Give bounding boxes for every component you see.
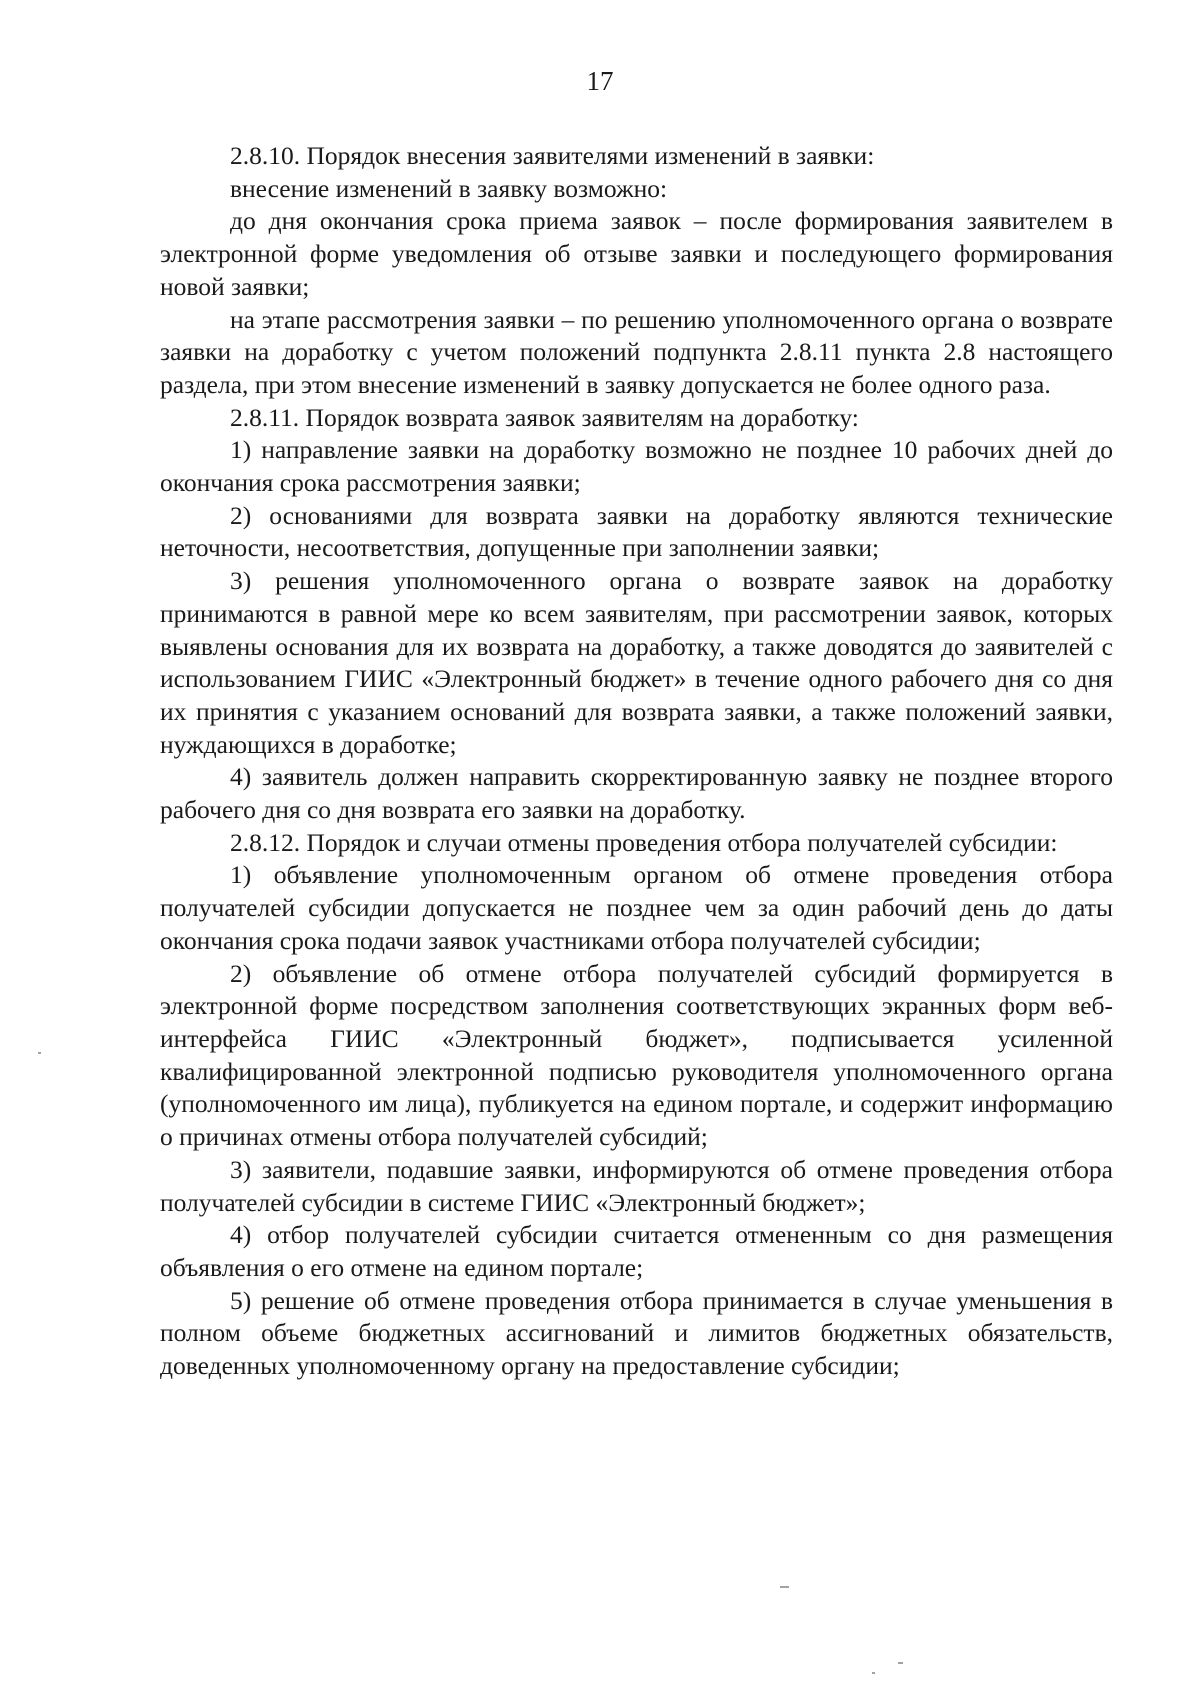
list-item: 5) решение об отмене проведения отбора принимается в случае уменьшения в полном объеме бюджетных ассигнований и лимитов бюджетных обязательств, доведенных уполномоченному органу на предоставление субсидии; [160, 1285, 1113, 1381]
list-item: 2) основаниями для возврата заявки на доработку являются технические неточности, несоответствия, допущенные при заполнении заявки; [160, 500, 1113, 563]
page-number: 17 [586, 66, 614, 96]
scan-speck [780, 1586, 789, 1588]
list-item: 4) заявитель должен направить скорректированную заявку не позднее второго рабочего дня со дня возврата его заявки на доработку. [160, 762, 1113, 825]
clause-heading-2-8-12: 2.8.12. Порядок и случаи отмены проведения отбора получателей субсидии: [230, 827, 1058, 857]
list-item: 1) объявление уполномоченным органом об отмене проведения отбора получателей субсидии допускается не позднее чем за один рабочий день до даты окончания срока подачи заявок участниками отбора получателей субсидии; [160, 860, 1113, 955]
clause-heading-2-8-11: 2.8.11. Порядок возврата заявок заявителям на доработку: [230, 402, 859, 432]
clause-heading-2-8-10: 2.8.10. Порядок внесения заявителями изменений в заявки: [230, 141, 875, 170]
document-body [160, 140, 1113, 1383]
scan-speck [898, 1662, 903, 1664]
list-item: 4) отбор получателей субсидии считается отмененным со дня размещения объявления о его отмене на едином портале; [160, 1220, 1113, 1282]
list-item: 3) решения уполномоченного органа о возврате заявок на доработку принимаются в равной мере ко всем заявителям, при рассмотрении заявок, которых выявлены основания для их возврата на доработку, а также доводятся до заявителей с использованием ГИИС «Электронный бюджет» в течение одного рабочего дня со дня их принятия с указанием оснований для возврата заявки, а также положений заявки, нуждающихся в доработке; [160, 566, 1113, 759]
paragraph: до дня окончания срока приема заявок – после формирования заявителем в электронной форме уведомления об отзыве заявки и последующего формирования новой заявки; [160, 206, 1113, 301]
list-item: 1) направление заявки на доработку возможно не позднее 10 рабочих дней до окончания срока рассмотрения заявки; [160, 435, 1113, 498]
paragraph: внесение изменений в заявку возможно: [230, 173, 668, 203]
scan-speck [872, 1672, 875, 1674]
list-item: 3) заявители, подавшие заявки, информируются об отмене проведения отбора получателей субсидии в системе ГИИС «Электронный бюджет»; [160, 1154, 1113, 1217]
scan-speck [38, 1052, 41, 1054]
list-item: 2) объявление об отмене отбора получателей субсидий формируется в электронной форме посредством заполнения соответствующих экранных форм веб-интерфейса ГИИС «Электронный бюджет», подписывается усиленной квалифицированной электронной подписью руководителя уполномоченного органа (уполномоченного им лица), публикуется на едином портале, и содержит информацию о причинах отмены отбора получателей субсидий; [160, 958, 1113, 1152]
paragraph: на этапе рассмотрения заявки – по решению уполномоченного органа о возврате заявки на доработку с учетом положений подпункта 2.8.11 пункта 2.8 настоящего раздела, при этом внесение изменений в заявку допускается не более одного раза. [160, 304, 1113, 399]
